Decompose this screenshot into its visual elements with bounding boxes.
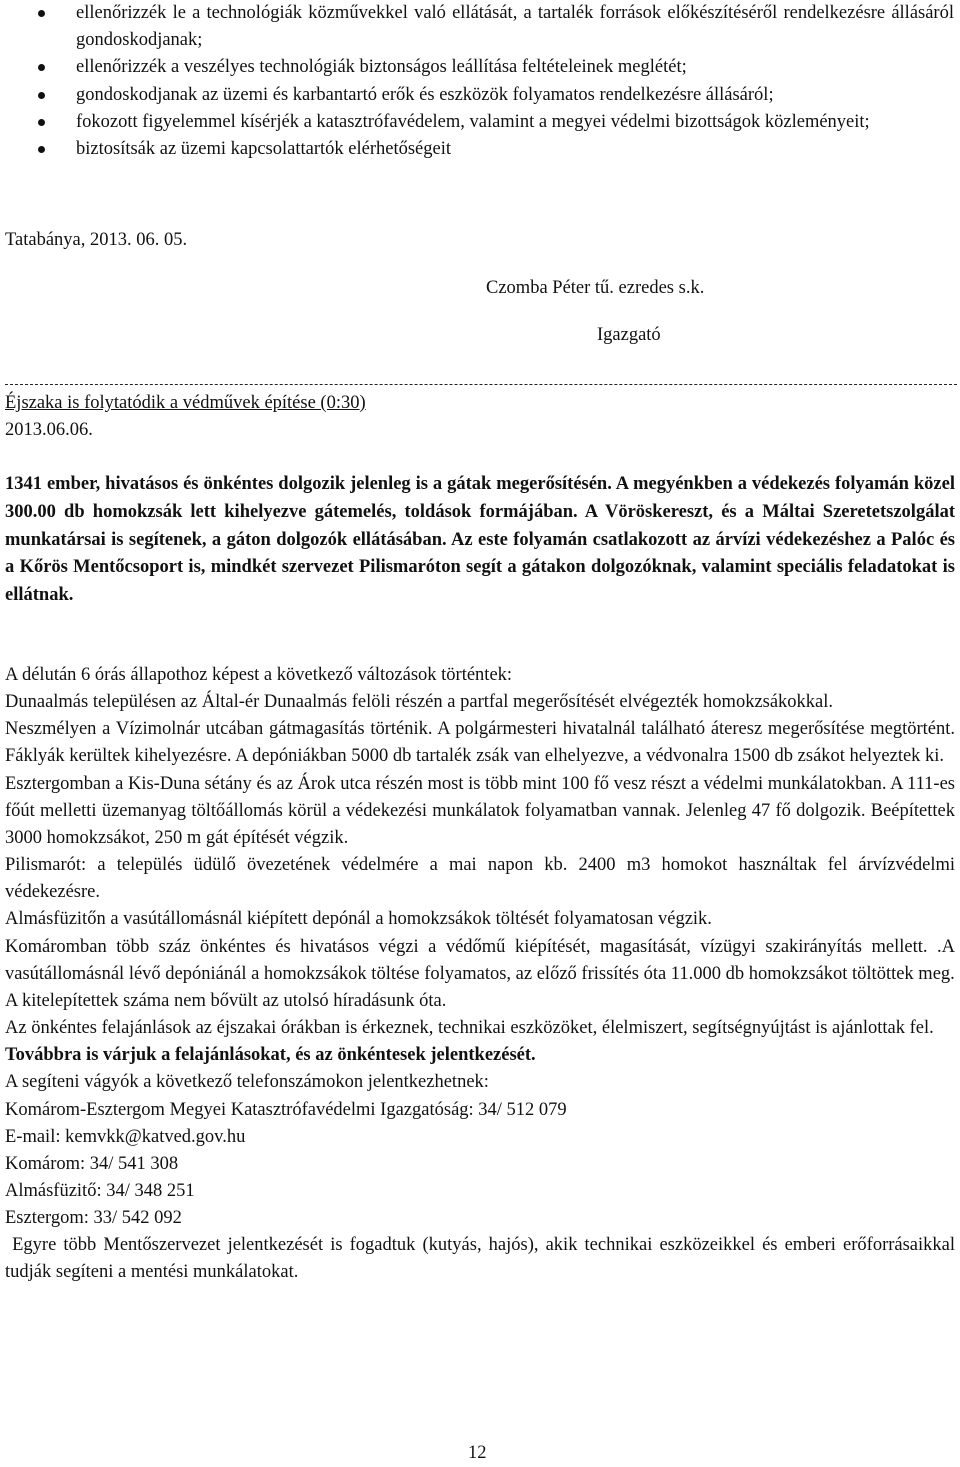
- update-komarom: Komáromban több száz önkéntes és hivatásos végzi a védőmű kiépítését, magasítását, vízügyi szakirányítás mellett. .A vasútállomásnál lévő depóniánál a homokzsákok töltése folyamatos, az előző frissítés óta 11.000 db homokzsákot töltöttek meg.: [5, 936, 955, 984]
- page-number: 12: [468, 1443, 487, 1463]
- signature-name: Czomba Péter tű. ezredes s.k.: [486, 278, 705, 298]
- list-item-text: ellenőrizzék a veszélyes technológiák biztonságos leállítása feltételeinek meglétét;: [76, 57, 687, 78]
- news-updates: [5, 662, 960, 1287]
- contact-email: E-mail: kemvkk@katved.gov.hu: [5, 1126, 246, 1147]
- list-item: [0, 0, 960, 54]
- list-item-text: fokozott figyelemmel kísérjék a katasztrófavédelem, valamint a megyei védelmi bizottságok közleményeit;: [76, 111, 870, 132]
- list-item: [0, 109, 960, 136]
- news-headline: Éjszaka is folytatódik a védművek építése (0:30): [5, 393, 366, 413]
- update-esztergom: Esztergomban a Kis-Duna sétány és az Árok utca részén most is több mint 100 fő vesz részt a védelmi munkálatokban. A 111-es főút melletti üzemanyag töltőállomás körül a védekezési munkálatok folyamatban vannak. Jelenleg 47 fő dolgozik. Beépítettek 3000 homokzsákot, 250 m gát építését végzik.: [5, 773, 955, 848]
- update-evacuees: A kitelepítettek száma nem bővült az utolsó híradásunk óta.: [5, 990, 447, 1011]
- bullet-list: [0, 0, 960, 163]
- place-date: Tatabánya, 2013. 06. 05.: [5, 230, 188, 250]
- updates-intro: A délután 6 órás állapothoz képest a következő változások történtek:: [5, 665, 513, 685]
- update-neszmely: Neszmélyen a Vízimolnár utcában gátmagasítás történik. A polgármesteri hivatalnál található áteresz megerősítése megtörtént. Fáklyák kerültek kihelyezésre. A depóniákban 5000 db tartalék zsák van elhelyezve, a védvonalra 1500 db zsákot helyeztek ki.: [5, 719, 955, 767]
- news-body: [5, 471, 955, 610]
- signature-title: Igazgató: [597, 325, 661, 345]
- bullet-dot-icon: [38, 146, 45, 153]
- news-lead: 1341 ember, hivatásos és önkéntes dolgozik jelenleg is a gátak megerősítésén. A megyénkben a védekezés folyamán közel 300.00 db homokzsák lett kihelyezve gátemelés, toldások formájában. A Vöröskereszt, és a Máltai Szeretetszolgálat munkatársai is segítenek, a gáton dolgozók ellátásában. Az este folyamán csatlakozott az árvízi védekezéshez a Palóc és a Kőrös Mentőcsoport is, mindkét szervezet Pilismaróton segít a gátakon dolgozóknak, valamint speciális feladatokat is ellátnak.: [5, 474, 955, 606]
- bullet-dot-icon: [38, 64, 45, 71]
- contact-komarom: Komárom: 34/ 541 308: [5, 1153, 179, 1174]
- update-dunaalmas: Dunaalmás településen az Által-ér Dunaalmás felöli részén a partfal megerősítését elvégezték homokzsákokkal.: [5, 692, 834, 713]
- bullet-dot-icon: [38, 119, 45, 126]
- contact-directorate: Komárom-Esztergom Megyei Katasztrófavédelmi Igazgatóság: 34/ 512 079: [5, 1099, 567, 1120]
- update-almasfuzito: Almásfüzitőn a vasútállomásnál kiépített depónál a homokzsákok töltését folyamatosan végzik.: [5, 909, 712, 930]
- update-volunteers: Az önkéntes felajánlások az éjszakai órákban is érkeznek, technikai eszközöket, élelmiszert, segítségnyújtást is ajánlottak fel.: [5, 1018, 934, 1039]
- news-date: 2013.06.06.: [5, 420, 93, 440]
- list-item: [0, 54, 960, 81]
- list-item-text: gondoskodjanak az üzemi és karbantartó erők és eszközök folyamatos rendelkezésre állásáról;: [76, 84, 774, 105]
- bullet-dot-icon: [38, 10, 45, 17]
- update-pilismarot: Pilismarót: a település üdülő övezetének védelmére a mai napon kb. 2400 m3 homokot használtak fel árvízvédelmi védekezésre.: [5, 855, 955, 903]
- list-item: [0, 82, 960, 109]
- list-item-text: biztosítsák az üzemi kapcsolattartók elérhetőségeit: [76, 139, 451, 160]
- list-item: [0, 136, 960, 163]
- bullet-dot-icon: [38, 92, 45, 99]
- contact-esztergom: Esztergom: 33/ 542 092: [5, 1208, 182, 1229]
- appeal: Továbbra is várjuk a felajánlásokat, és az önkéntesek jelentkezését.: [5, 1045, 536, 1066]
- closing-paragraph: Egyre több Mentőszervezet jelentkezését is fogadtuk (kutyás, hajós), akik technikai eszközeikkel és emberi erőforrásaikkal tudják segíteni a mentési munkálatokat.: [5, 1235, 960, 1283]
- list-item-text: ellenőrizzék le a technológiák közművekkel való ellátását, a tartalék források előkészítéséről rendelkezésre állásáról gondoskodjanak;: [76, 3, 954, 51]
- contact-almasfuzito: Almásfüzitő: 34/ 348 251: [5, 1180, 195, 1201]
- section-divider: [5, 384, 957, 385]
- contact-intro: A segíteni vágyók a következő telefonszámokon jelentkezhetnek:: [5, 1072, 489, 1093]
